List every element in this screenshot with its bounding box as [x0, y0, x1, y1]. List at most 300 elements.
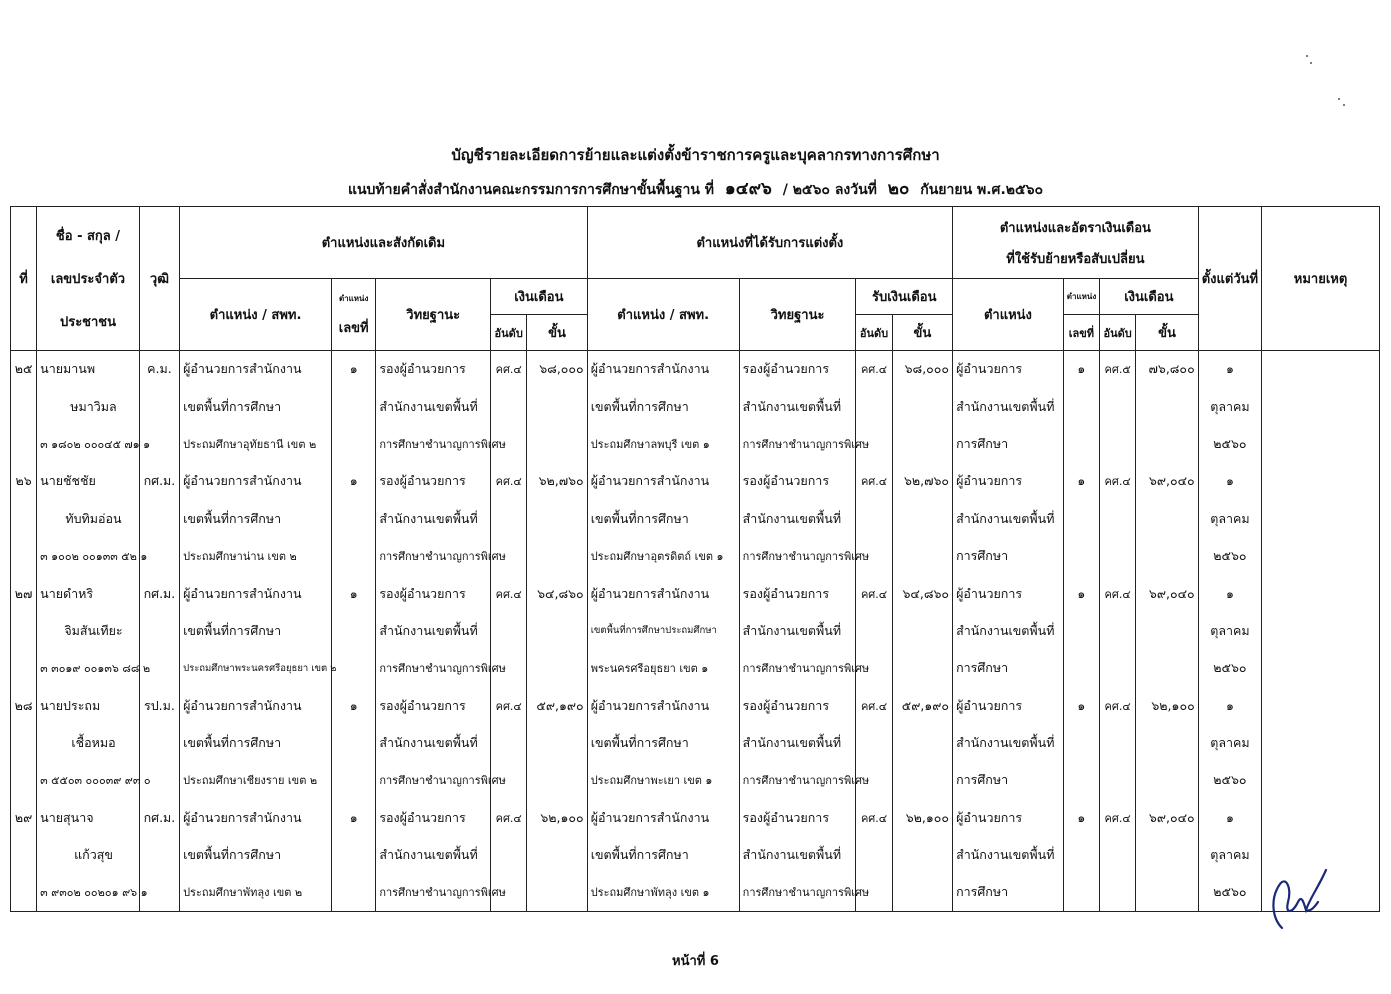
cell-date-l3: ๒๕๖๐ — [1198, 425, 1261, 462]
cell-new-acad-l2: สำนักงานเขตพื้นที่ — [739, 724, 856, 761]
cell-last-name: ษมาวิมล — [37, 388, 140, 425]
cell-id-no: ๓ ๙๓๐๒ ๐๐๒๐๑ ๙๖ ๑ — [37, 874, 140, 912]
header-used-position: ตำแหน่ง — [953, 279, 1064, 351]
empty-cell — [1100, 650, 1136, 687]
empty-cell — [332, 874, 376, 912]
empty-cell — [1262, 575, 1380, 612]
empty-cell — [892, 425, 952, 462]
cell-orig-acad-l2: สำนักงานเขตพื้นที่ — [376, 612, 491, 649]
header-orig-position-no — [332, 279, 376, 351]
cell-new-acad-l3: การศึกษาชำนาญการพิเศษ — [739, 762, 856, 799]
header-orig-rank: อันดับ — [491, 315, 527, 351]
cell-orig-pos-no: ๑ — [332, 575, 376, 612]
table-row — [11, 687, 1380, 724]
cell-new-pos-l1: ผู้อำนวยการสำนักงาน — [587, 351, 739, 388]
table-row — [11, 351, 1380, 388]
cell-used-pos-l1: ผู้อำนวยการ — [953, 799, 1064, 836]
cell-date-l3: ๒๕๖๐ — [1198, 762, 1261, 799]
cell-new-pos-l1: ผู้อำนวยการสำนักงาน — [587, 687, 739, 724]
date-label: ลงวันที่ — [834, 182, 877, 198]
cell-orig-acad-l3: การศึกษาชำนาญการพิเศษ — [376, 425, 491, 462]
table-row — [11, 799, 1380, 836]
cell-new-pos-l1: ผู้อำนวยการสำนักงาน — [587, 575, 739, 612]
cell-orig-salary: ๕๙,๑๙๐ — [527, 687, 587, 724]
empty-cell — [892, 762, 952, 799]
empty-cell — [332, 388, 376, 425]
cell-new-pos-l1: ผู้อำนวยการสำนักงาน — [587, 799, 739, 836]
page-number: หน้าที่ 6 — [672, 954, 719, 969]
cell-new-acad-l2: สำนักงานเขตพื้นที่ — [739, 388, 856, 425]
date-month-year: กันยายน พ.ศ.๒๕๖๐ — [920, 182, 1044, 198]
empty-cell — [1063, 500, 1099, 537]
cell-no: ๒๗ — [11, 575, 37, 612]
table-row — [11, 425, 1380, 462]
cell-new-acad-l3: การศึกษาชำนาญการพิเศษ — [739, 650, 856, 687]
cell-used-pos-l3: การศึกษา — [953, 425, 1064, 462]
empty-cell — [527, 425, 587, 462]
empty-cell — [332, 837, 376, 874]
empty-cell — [491, 724, 527, 761]
header-new-academic: วิทยฐานะ — [739, 279, 856, 351]
cell-date-l1: ๑ — [1198, 687, 1261, 724]
cell-used-salary: ๖๙,๐๔๐ — [1136, 463, 1198, 500]
table-row — [11, 537, 1380, 574]
cell-orig-acad-l1: รองผู้อำนวยการ — [376, 575, 491, 612]
empty-cell — [1100, 762, 1136, 799]
cell-new-pos-l2: เขตพื้นที่การศึกษา — [587, 724, 739, 761]
table-row — [11, 463, 1380, 500]
cell-degree: รป.ม. — [139, 687, 179, 724]
cell-used-rank: คศ.๕ — [1100, 351, 1136, 388]
header-original-group: ตำแหน่งและสังกัดเดิม — [180, 207, 588, 279]
empty-cell — [139, 500, 179, 537]
empty-cell — [1262, 687, 1380, 724]
scan-speck — [1338, 98, 1340, 100]
table-row — [11, 388, 1380, 425]
cell-used-pos-no: ๑ — [1063, 575, 1099, 612]
order-number: ๑๔๙๖ — [724, 179, 772, 199]
header-used-position-no: เลขที่ — [1063, 315, 1099, 351]
cell-date-l2: ตุลาคม — [1198, 388, 1261, 425]
empty-cell — [332, 500, 376, 537]
cell-orig-pos-l1: ผู้อำนวยการสำนักงาน — [180, 351, 332, 388]
cell-orig-acad-l2: สำนักงานเขตพื้นที่ — [376, 724, 491, 761]
cell-new-salary: ๖๘,๐๐๐ — [892, 351, 952, 388]
empty-cell — [1136, 874, 1198, 912]
cell-orig-acad-l2: สำนักงานเขตพื้นที่ — [376, 837, 491, 874]
cell-orig-pos-l2: เขตพื้นที่การศึกษา — [180, 837, 332, 874]
empty-cell — [332, 724, 376, 761]
empty-cell — [11, 837, 37, 874]
empty-cell — [856, 388, 892, 425]
empty-cell — [527, 724, 587, 761]
cell-new-pos-l3: ประถมศึกษาอุตรดิตถ์ เขต ๑ — [587, 537, 739, 574]
cell-new-acad-l1: รองผู้อำนวยการ — [739, 575, 856, 612]
empty-cell — [1136, 500, 1198, 537]
cell-new-acad-l3: การศึกษาชำนาญการพิเศษ — [739, 425, 856, 462]
empty-cell — [1063, 762, 1099, 799]
empty-cell — [527, 388, 587, 425]
header-used-rank: อันดับ — [1100, 315, 1136, 351]
cell-date-l3: ๒๕๖๐ — [1198, 650, 1261, 687]
cell-new-acad-l1: รองผู้อำนวยการ — [739, 799, 856, 836]
cell-new-acad-l1: รองผู้อำนวยการ — [739, 687, 856, 724]
empty-cell — [892, 874, 952, 912]
cell-id-no: ๓ ๑๐๐๒ ๐๐๑๓๓ ๕๒ ๑ — [37, 537, 140, 574]
header-orig-salary: เงินเดือน — [491, 279, 588, 315]
cell-orig-pos-l1: ผู้อำนวยการสำนักงาน — [180, 575, 332, 612]
cell-last-name: แก้วสุข — [37, 837, 140, 874]
cell-orig-rank: คศ.๔ — [491, 575, 527, 612]
cell-new-rank: คศ.๔ — [856, 687, 892, 724]
cell-new-pos-l2: เขตพื้นที่การศึกษาประถมศึกษา — [587, 612, 739, 649]
cell-degree: กศ.ม. — [139, 799, 179, 836]
cell-new-acad-l2: สำนักงานเขตพื้นที่ — [739, 500, 856, 537]
cell-new-pos-l3: ประถมศึกษาพัทลุง เขต ๑ — [587, 874, 739, 912]
table-row — [11, 575, 1380, 612]
empty-cell — [892, 650, 952, 687]
cell-date-l2: ตุลาคม — [1198, 837, 1261, 874]
empty-cell — [892, 724, 952, 761]
cell-used-rank: คศ.๔ — [1100, 575, 1136, 612]
cell-used-pos-l3: การศึกษา — [953, 874, 1064, 912]
empty-cell — [11, 650, 37, 687]
empty-cell — [1136, 612, 1198, 649]
cell-new-rank: คศ.๔ — [856, 799, 892, 836]
cell-orig-salary: ๖๒,๗๖๐ — [527, 463, 587, 500]
cell-orig-rank: คศ.๔ — [491, 687, 527, 724]
cell-orig-acad-l1: รองผู้อำนวยการ — [376, 799, 491, 836]
table-body — [11, 351, 1380, 912]
empty-cell — [892, 612, 952, 649]
cell-used-salary: ๖๒,๑๐๐ — [1136, 687, 1198, 724]
document-title: บัญชีรายละเอียดการย้ายและแต่งตั้งข้าราชการครูและบุคลากรทางการศึกษา — [451, 146, 940, 164]
header-name — [37, 207, 140, 351]
header-effective-date: ตั้งแต่วันที่ — [1198, 207, 1261, 351]
cell-orig-pos-l3: ประถมศึกษาพัทลุง เขต ๒ — [180, 874, 332, 912]
empty-cell — [527, 837, 587, 874]
cell-date-l2: ตุลาคม — [1198, 612, 1261, 649]
cell-new-salary: ๖๔,๘๖๐ — [892, 575, 952, 612]
empty-cell — [1262, 388, 1380, 425]
cell-orig-pos-l2: เขตพื้นที่การศึกษา — [180, 724, 332, 761]
cell-new-pos-l2: เขตพื้นที่การศึกษา — [587, 500, 739, 537]
cell-new-acad-l3: การศึกษาชำนาญการพิเศษ — [739, 874, 856, 912]
cell-orig-acad-l2: สำนักงานเขตพื้นที่ — [376, 388, 491, 425]
cell-orig-pos-l3: ประถมศึกษาเชียงราย เขต ๒ — [180, 762, 332, 799]
cell-orig-rank: คศ.๔ — [491, 351, 527, 388]
date-day: ๒๐ — [887, 179, 910, 199]
table-header — [11, 207, 1380, 351]
cell-new-rank: คศ.๔ — [856, 575, 892, 612]
cell-last-name: ทับทิมอ่อน — [37, 500, 140, 537]
cell-orig-salary: ๖๒,๑๐๐ — [527, 799, 587, 836]
cell-orig-acad-l1: รองผู้อำนวยการ — [376, 687, 491, 724]
empty-cell — [1262, 799, 1380, 836]
empty-cell — [1100, 874, 1136, 912]
empty-cell — [1136, 837, 1198, 874]
empty-cell — [527, 500, 587, 537]
cell-used-pos-l2: สำนักงานเขตพื้นที่ — [953, 388, 1064, 425]
empty-cell — [1262, 463, 1380, 500]
cell-orig-pos-no: ๑ — [332, 799, 376, 836]
header-new-position: ตำแหน่ง / สพท. — [587, 279, 739, 351]
cell-used-pos-no: ๑ — [1063, 799, 1099, 836]
cell-new-acad-l2: สำนักงานเขตพื้นที่ — [739, 837, 856, 874]
cell-new-salary: ๕๙,๑๙๐ — [892, 687, 952, 724]
empty-cell — [892, 500, 952, 537]
empty-cell — [1262, 500, 1380, 537]
cell-id-no: ๓ ๑๘๐๒ ๐๐๐๔๕ ๗๑ ๑ — [37, 425, 140, 462]
cell-date-l1: ๑ — [1198, 575, 1261, 612]
cell-first-name: นายดำหริ — [37, 575, 140, 612]
table-row — [11, 650, 1380, 687]
empty-cell — [856, 724, 892, 761]
cell-first-name: นายชัชชัย — [37, 463, 140, 500]
cell-new-rank: คศ.๔ — [856, 351, 892, 388]
cell-orig-acad-l3: การศึกษาชำนาญการพิเศษ — [376, 874, 491, 912]
cell-new-rank: คศ.๔ — [856, 463, 892, 500]
empty-cell — [527, 874, 587, 912]
cell-orig-pos-no: ๑ — [332, 463, 376, 500]
empty-cell — [1063, 874, 1099, 912]
empty-cell — [1100, 388, 1136, 425]
empty-cell — [332, 650, 376, 687]
cell-last-name: เชื้อหมอ — [37, 724, 140, 761]
header-used-line1: ตำแหน่งและอัตราเงินเดือน — [999, 220, 1151, 236]
empty-cell — [11, 500, 37, 537]
empty-cell — [1063, 724, 1099, 761]
empty-cell — [1063, 650, 1099, 687]
cell-degree: กศ.ม. — [139, 463, 179, 500]
cell-orig-pos-l1: ผู้อำนวยการสำนักงาน — [180, 687, 332, 724]
header-remark: หมายเหตุ — [1262, 207, 1380, 351]
cell-orig-pos-no: ๑ — [332, 351, 376, 388]
cell-date-l1: ๑ — [1198, 799, 1261, 836]
cell-degree: กศ.ม. — [139, 575, 179, 612]
header-used-line2: ที่ใช้รับย้ายหรือสับเปลี่ยน — [1006, 251, 1145, 267]
empty-cell — [1100, 724, 1136, 761]
empty-cell — [1136, 537, 1198, 574]
cell-orig-acad-l3: การศึกษาชำนาญการพิเศษ — [376, 762, 491, 799]
empty-cell — [491, 837, 527, 874]
empty-cell — [1063, 537, 1099, 574]
empty-cell — [332, 537, 376, 574]
cell-used-pos-l2: สำนักงานเขตพื้นที่ — [953, 500, 1064, 537]
cell-new-salary: ๖๒,๗๖๐ — [892, 463, 952, 500]
cell-used-pos-l1: ผู้อำนวยการ — [953, 351, 1064, 388]
cell-used-rank: คศ.๔ — [1100, 799, 1136, 836]
cell-date-l1: ๑ — [1198, 351, 1261, 388]
cell-used-salary: ๗๖,๘๐๐ — [1136, 351, 1198, 388]
empty-cell — [892, 537, 952, 574]
header-used-position-no-top: ตำแหน่ง — [1063, 279, 1099, 315]
empty-cell — [139, 612, 179, 649]
cell-used-rank: คศ.๔ — [1100, 463, 1136, 500]
empty-cell — [1063, 388, 1099, 425]
cell-orig-pos-l3: ประถมศึกษาพระนครศรีอยุธยา เขต ๒ — [180, 650, 332, 687]
empty-cell — [332, 425, 376, 462]
cell-date-l3: ๒๕๖๐ — [1198, 874, 1261, 912]
cell-new-acad-l1: รองผู้อำนวยการ — [739, 463, 856, 500]
empty-cell — [491, 388, 527, 425]
cell-date-l3: ๒๕๖๐ — [1198, 537, 1261, 574]
header-orig-position: ตำแหน่ง / สพท. — [180, 279, 332, 351]
cell-no: ๒๙ — [11, 799, 37, 836]
empty-cell — [1262, 724, 1380, 761]
empty-cell — [527, 762, 587, 799]
header-used-salary: เงินเดือน — [1100, 279, 1199, 315]
empty-cell — [1136, 650, 1198, 687]
table-row — [11, 762, 1380, 799]
subtitle-prefix: แนบท้ายคำสั่งสำนักงานคณะกรรมการการศึกษาขั้นพื้นฐาน ที่ — [347, 182, 715, 198]
cell-orig-acad-l3: การศึกษาชำนาญการพิเศษ — [376, 650, 491, 687]
cell-used-pos-l1: ผู้อำนวยการ — [953, 463, 1064, 500]
empty-cell — [332, 612, 376, 649]
transfer-table — [10, 206, 1380, 912]
header-orig-step: ขั้น — [527, 315, 587, 351]
cell-new-pos-l3: พระนครศรีอยุธยา เขต ๑ — [587, 650, 739, 687]
header-degree: วุฒิ — [139, 207, 179, 351]
cell-date-l2: ตุลาคม — [1198, 500, 1261, 537]
cell-used-pos-no: ๑ — [1063, 351, 1099, 388]
table-row — [11, 837, 1380, 874]
empty-cell — [11, 874, 37, 912]
order-year: / ๒๕๖๐ — [782, 182, 830, 198]
cell-used-rank: คศ.๔ — [1100, 687, 1136, 724]
cell-used-pos-l1: ผู้อำนวยการ — [953, 575, 1064, 612]
empty-cell — [1262, 537, 1380, 574]
empty-cell — [1100, 500, 1136, 537]
empty-cell — [11, 724, 37, 761]
empty-cell — [527, 537, 587, 574]
empty-cell — [1100, 425, 1136, 462]
cell-used-salary: ๖๙,๐๔๐ — [1136, 575, 1198, 612]
cell-date-l2: ตุลาคม — [1198, 724, 1261, 761]
cell-orig-pos-l3: ประถมศึกษาน่าน เขต ๒ — [180, 537, 332, 574]
empty-cell — [139, 837, 179, 874]
cell-orig-rank: คศ.๔ — [491, 799, 527, 836]
header-new-salary: รับเงินเดือน — [856, 279, 953, 315]
cell-last-name: จิมสันเทียะ — [37, 612, 140, 649]
empty-cell — [491, 612, 527, 649]
empty-cell — [1262, 612, 1380, 649]
header-name-line2: เลขประจำตัว — [50, 272, 126, 287]
cell-orig-pos-l3: ประถมศึกษาอุทัยธานี เขต ๒ — [180, 425, 332, 462]
cell-no: ๒๖ — [11, 463, 37, 500]
cell-new-pos-l3: ประถมศึกษาลพบุรี เขต ๑ — [587, 425, 739, 462]
header-orig-posno-line1: ตำแหน่ง — [338, 293, 369, 303]
empty-cell — [332, 762, 376, 799]
empty-cell — [139, 388, 179, 425]
header-appointed-group: ตำแหน่งที่ได้รับการแต่งตั้ง — [587, 207, 952, 279]
empty-cell — [892, 837, 952, 874]
empty-cell — [1100, 537, 1136, 574]
cell-new-acad-l1: รองผู้อำนวยการ — [739, 351, 856, 388]
cell-no: ๒๕ — [11, 351, 37, 388]
empty-cell — [527, 612, 587, 649]
cell-used-pos-no: ๑ — [1063, 463, 1099, 500]
empty-cell — [1262, 351, 1380, 388]
cell-used-pos-l2: สำนักงานเขตพื้นที่ — [953, 724, 1064, 761]
empty-cell — [11, 762, 37, 799]
cell-used-salary: ๖๙,๐๔๐ — [1136, 799, 1198, 836]
empty-cell — [1136, 425, 1198, 462]
cell-orig-rank: คศ.๔ — [491, 463, 527, 500]
document-subtitle — [0, 175, 1391, 202]
cell-new-pos-l1: ผู้อำนวยการสำนักงาน — [587, 463, 739, 500]
cell-orig-acad-l2: สำนักงานเขตพื้นที่ — [376, 500, 491, 537]
cell-orig-pos-l1: ผู้อำนวยการสำนักงาน — [180, 463, 332, 500]
empty-cell — [491, 500, 527, 537]
empty-cell — [856, 612, 892, 649]
empty-cell — [139, 724, 179, 761]
empty-cell — [11, 537, 37, 574]
cell-used-pos-l3: การศึกษา — [953, 537, 1064, 574]
empty-cell — [1063, 425, 1099, 462]
cell-orig-pos-l2: เขตพื้นที่การศึกษา — [180, 500, 332, 537]
empty-cell — [856, 837, 892, 874]
empty-cell — [1063, 837, 1099, 874]
cell-date-l1: ๑ — [1198, 463, 1261, 500]
table-row — [11, 874, 1380, 912]
cell-orig-salary: ๖๔,๘๖๐ — [527, 575, 587, 612]
cell-orig-salary: ๖๘,๐๐๐ — [527, 351, 587, 388]
empty-cell — [1063, 612, 1099, 649]
empty-cell — [11, 612, 37, 649]
cell-orig-pos-l1: ผู้อำนวยการสำนักงาน — [180, 799, 332, 836]
header-name-line1: ชื่อ - สกุล / — [55, 229, 121, 244]
header-name-line3: ประชาชน — [59, 315, 117, 330]
cell-degree: ค.ม. — [139, 351, 179, 388]
empty-cell — [1262, 650, 1380, 687]
empty-cell — [11, 388, 37, 425]
cell-first-name: นายประถม — [37, 687, 140, 724]
table-row — [11, 612, 1380, 649]
scan-speck — [1306, 55, 1308, 57]
cell-orig-acad-l1: รองผู้อำนวยการ — [376, 463, 491, 500]
cell-new-acad-l2: สำนักงานเขตพื้นที่ — [739, 612, 856, 649]
cell-id-no: ๓ ๓๐๑๙ ๐๐๑๓๖ ๘๘ ๒ — [37, 650, 140, 687]
empty-cell — [1262, 425, 1380, 462]
empty-cell — [856, 500, 892, 537]
cell-orig-pos-l2: เขตพื้นที่การศึกษา — [180, 612, 332, 649]
cell-first-name: นายมานพ — [37, 351, 140, 388]
cell-new-pos-l2: เขตพื้นที่การศึกษา — [587, 837, 739, 874]
cell-used-pos-l1: ผู้อำนวยการ — [953, 687, 1064, 724]
cell-orig-pos-no: ๑ — [332, 687, 376, 724]
cell-used-pos-l2: สำนักงานเขตพื้นที่ — [953, 612, 1064, 649]
cell-used-pos-no: ๑ — [1063, 687, 1099, 724]
cell-new-salary: ๖๒,๑๐๐ — [892, 799, 952, 836]
header-no: ที่ — [11, 207, 37, 351]
header-orig-posno-line2: เลขที่ — [338, 320, 369, 336]
empty-cell — [1100, 612, 1136, 649]
cell-first-name: นายสุนาจ — [37, 799, 140, 836]
empty-cell — [892, 388, 952, 425]
empty-cell — [1136, 388, 1198, 425]
cell-used-pos-l3: การศึกษา — [953, 762, 1064, 799]
header-new-rank: อันดับ — [856, 315, 892, 351]
cell-new-pos-l3: ประถมศึกษาพะเยา เขต ๑ — [587, 762, 739, 799]
empty-cell — [1262, 762, 1380, 799]
cell-no: ๒๘ — [11, 687, 37, 724]
header-used-step: ขั้น — [1136, 315, 1198, 351]
header-orig-academic: วิทยฐานะ — [376, 279, 491, 351]
cell-id-no: ๓ ๕๕๐๓ ๐๐๐๓๙ ๙๓ ๐ — [37, 762, 140, 799]
cell-used-pos-l3: การศึกษา — [953, 650, 1064, 687]
cell-new-pos-l2: เขตพื้นที่การศึกษา — [587, 388, 739, 425]
